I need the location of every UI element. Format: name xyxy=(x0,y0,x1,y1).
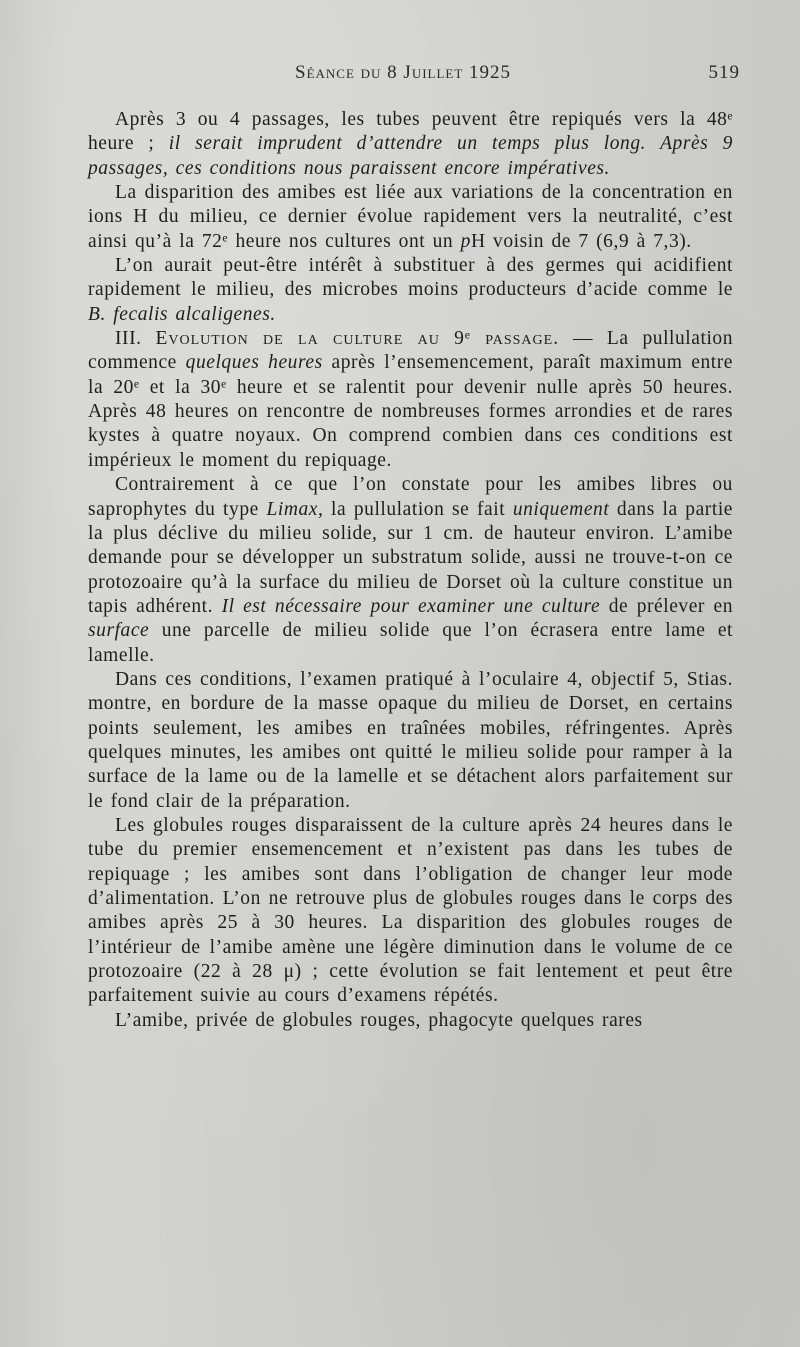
paragraph-5-text-end: une parcelle de milieu solide que l’on écrasera entre lame et lamelle. xyxy=(88,620,733,666)
paragraph-3-italic: B. fecalis alcaligenes. xyxy=(88,303,276,325)
paragraph-4-text-end: après l’ensemencement, paraît maximum entre la 20ᵉ et la 30ᵉ heure et se ralentit pour devenir nulle après 50 heures. Après 48 heures on rencontre de nombreuses formes arrondies et de rares kystes à quatre noyaux. On comprend combien dans ces conditions est impérieux le moment du repiquage. xyxy=(88,352,734,471)
paragraph-8-text: L’amibe, privée de globules rouges, phagocyte quelques rares xyxy=(115,1009,643,1031)
paragraph-2-text-end: H voisin de 7 (6,9 à 7,3). xyxy=(470,230,692,252)
paragraph-5-text-mid: la pullulation se fait xyxy=(323,498,513,520)
paragraph-1 xyxy=(88,108,733,181)
paragraph-5-italic-3: Il est nécessaire pour examiner une culture xyxy=(221,595,601,617)
page-number: 519 xyxy=(708,62,740,83)
paragraph-5 xyxy=(88,473,733,668)
section-heading: Evolution de la culture au 9ᵉ passage. xyxy=(155,328,560,350)
paragraph-2-text: La disparition des amibes est liée aux variations de la concentration en ions H du milieu, ce dernier évolue rapidement vers la neutralité, c’est ainsi qu’à la 72ᵉ heure nos cultures ont un xyxy=(88,182,733,252)
paragraph-6 xyxy=(88,668,733,814)
paragraph-5-italic-4: surface xyxy=(88,620,150,642)
paragraph-1-italic: il serait imprudent d’attendre un temps plus long. Après 9 passages, ces conditions nous paraissent encore impératives. xyxy=(88,133,733,179)
paragraph-8 xyxy=(88,1009,733,1033)
paragraph-5-text-cont: dans la partie la plus déclive du milieu solide, sur 1 cm. de hauteur environ. L’amibe demande pour se développer un substratum solide, aussi ne trouve-t-on ce protozoaire qu’à la surface du milieu de Dorset où la culture constitue un tapis adhérent. xyxy=(88,498,733,617)
paragraph-4-text: — La pullulation commence xyxy=(88,328,734,374)
paragraph-5-italic: Limax, xyxy=(266,498,324,520)
paragraph-5-text-mid-2: de prélever en xyxy=(600,595,733,617)
paragraph-4-italic: quelques heures xyxy=(185,352,323,374)
paragraph-2 xyxy=(88,181,733,254)
paragraph-1-text: Après 3 ou 4 passages, les tubes peuvent être repiqués vers la 48ᵉ heure ; xyxy=(88,109,733,155)
paragraph-7-text: Les globules rouges disparaissent de la culture après 24 heures dans le tube du premier ensemencement et n’existent pas dans les tubes de repiquage ; les amibes sont dans l’obligation de changer leur mode d’alimentation. L’on ne retrouve plus de globules rouges dans le corps des amibes après 25 à 30 heures. La disparition des globules rouges de l’intérieur de l’amibe amène une légère diminution dans le volume de ce protozoaire (22 à 28 μ) ; cette évolution se fait lentement et peut être parfaitement suivie au cours d’examens répétés. xyxy=(88,814,733,1007)
paragraph-3-text: L’on aurait peut-être intérêt à substituer à des germes qui acidifient rapidement le milieu, des microbes moins producteurs d’acide comme le xyxy=(88,255,733,301)
paragraph-6-text: Dans ces conditions, l’examen pratiqué à l’oculaire 4, objectif 5, Stias. montre, en bordure de la masse opaque du milieu de Dorset, en certains points seulement, les amibes en traînées mobiles, réfringentes. Après quelques minutes, les amibes ont quitté le milieu solide pour ramper à la surface de la lame ou de la lamelle et se détachent alors parfaitement sur le fond clair de la préparation. xyxy=(88,668,733,812)
paragraph-2-italic: p xyxy=(460,230,471,252)
paragraph-5-text: Contrairement à ce que l’on constate pour les amibes libres ou saprophytes du type xyxy=(88,474,733,520)
section-numeral: III. xyxy=(115,328,156,350)
paragraph-7 xyxy=(88,814,733,1009)
body-text xyxy=(88,108,733,1033)
paragraph-3 xyxy=(88,254,733,327)
page-header xyxy=(85,62,740,90)
running-title: Séance du 8 Juillet 1925 xyxy=(295,62,512,83)
paragraph-4 xyxy=(88,327,733,473)
paragraph-5-italic-2: uniquement xyxy=(512,498,610,520)
